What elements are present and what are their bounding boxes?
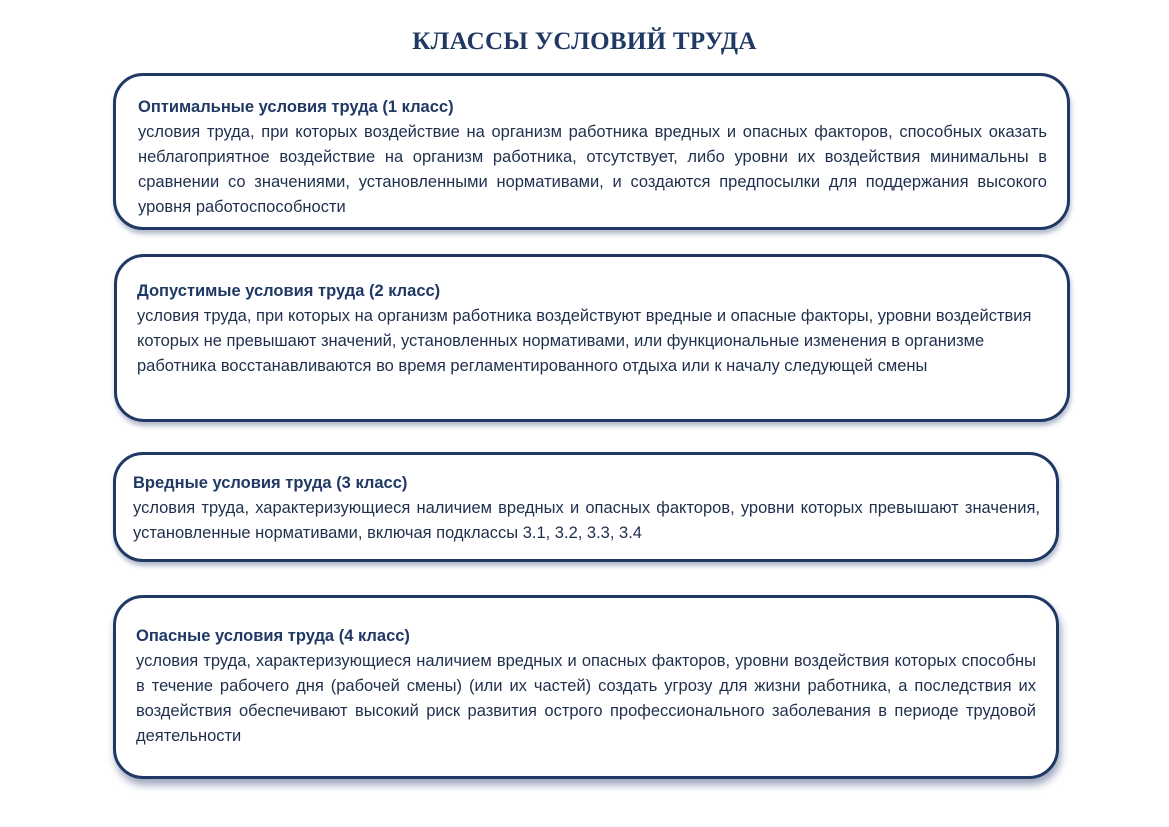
class-description-dangerous: условия труда, характеризующиеся наличием вредных и опасных факторов, уровни воздействия которых способны в течение рабочего дня (рабочей смены) (или их частей) создать угрозу для жизни работника, а последствия их воздействия обеспечивают высокий риск развития острого профессионального заболевания в периоде трудовой деятельности bbox=[136, 652, 1036, 745]
class-description-optimal: условия труда, при которых воздействие на организм работника вредных и опасных факторов, способных оказать неблагоприятное воздействие на организм работника, отсутствует, либо уровни их воздействия минимальны в сравнении со значениями, установленными нормативами, и создаются предпосылки для поддержания высокого уровня работоспособности bbox=[138, 123, 1047, 216]
class-card-dangerous bbox=[113, 595, 1059, 779]
class-description-harmful: условия труда, характеризующиеся наличием вредных и опасных факторов, уровни которых превышают значения, установленные нормативами, включая подклассы 3.1, 3.2, 3.3, 3.4 bbox=[133, 499, 1040, 542]
class-description-acceptable: условия труда, при которых на организм работника воздействуют вредные и опасные факторы, уровни воздействия которых не превышают значений, установленных нормативами, или функциональные изменения в организме работника восстанавливаются во время регламентированного отдыха или к началу следующей смены bbox=[137, 307, 1032, 375]
class-card-harmful bbox=[113, 452, 1059, 562]
class-title-dangerous: Опасные условия труда (4 класс) bbox=[136, 627, 410, 645]
class-title-acceptable: Допустимые условия труда (2 класс) bbox=[137, 282, 441, 300]
class-title-harmful: Вредные условия труда (3 класс) bbox=[133, 474, 408, 492]
class-card-acceptable bbox=[114, 254, 1070, 422]
page-title: КЛАССЫ УСЛОВИЙ ТРУДА bbox=[412, 28, 757, 55]
class-title-optimal: Оптимальные условия труда (1 класс) bbox=[138, 98, 454, 116]
class-card-optimal bbox=[113, 73, 1070, 230]
